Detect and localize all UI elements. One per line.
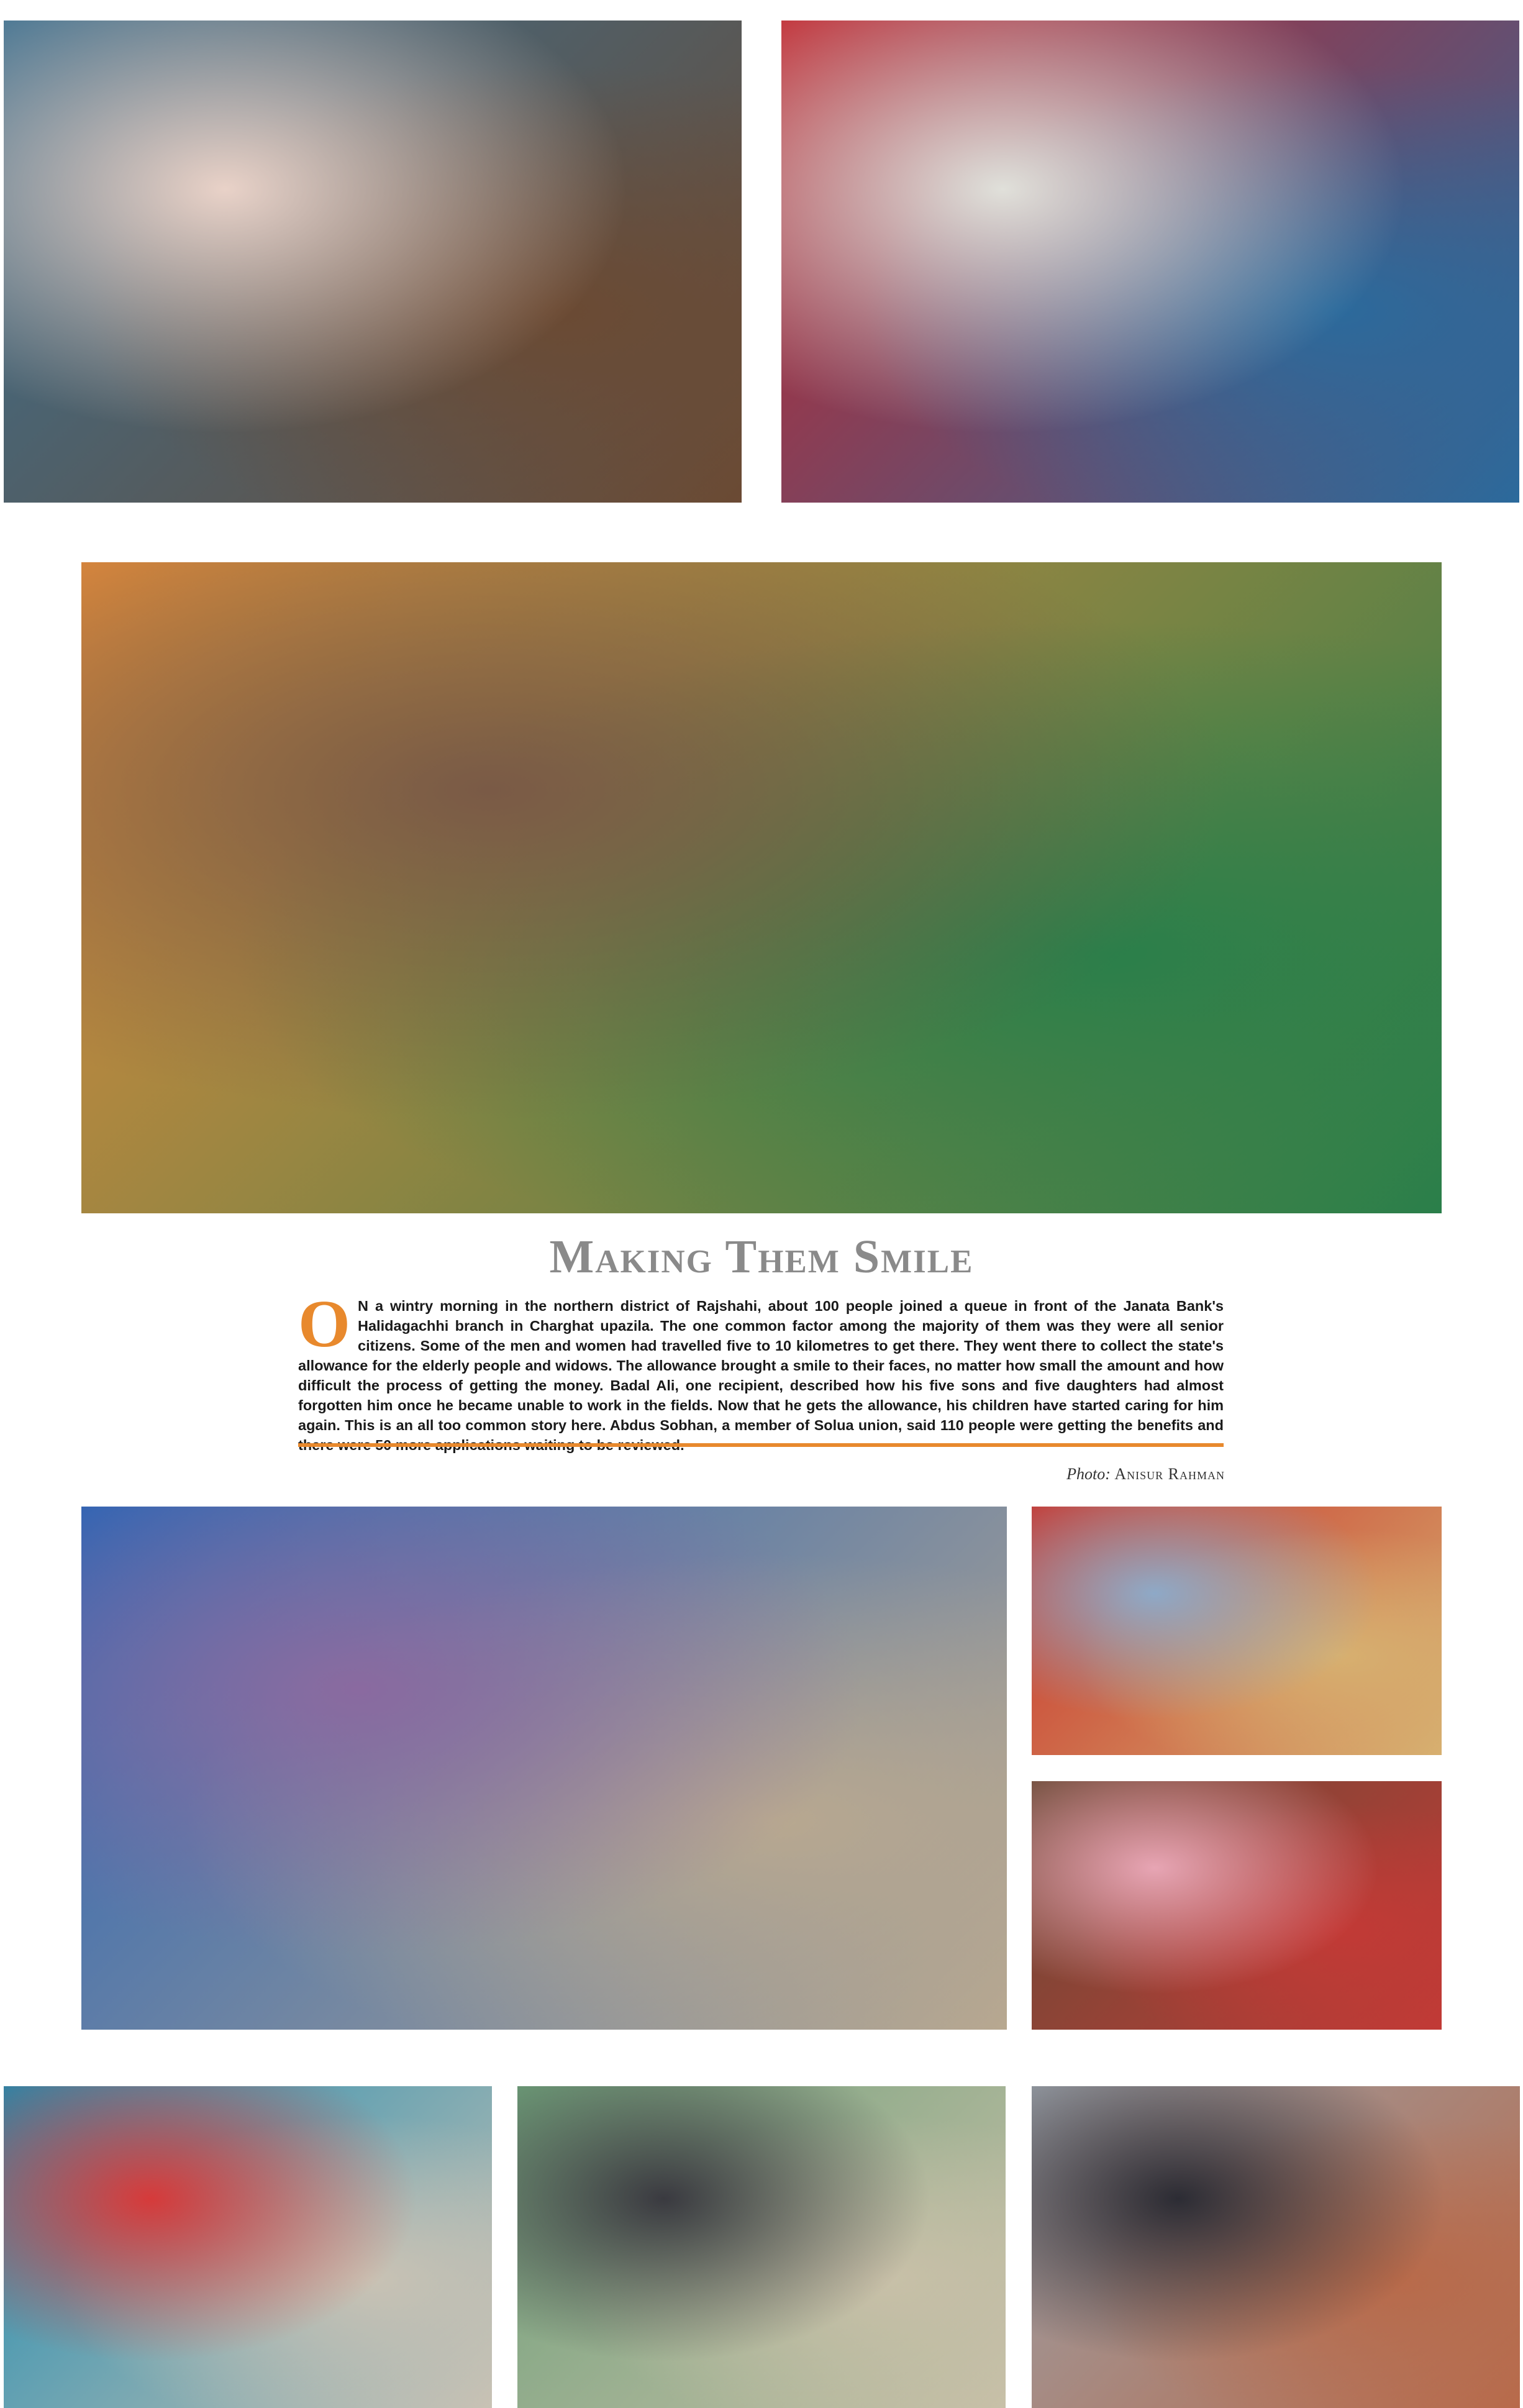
photo-credit-label: Photo: bbox=[1066, 1465, 1111, 1483]
article-text: N a wintry morning in the northern district of Rajshahi, about 100 people joined a queue in front of the Janata Bank's Halidagachhi branch in Charghat upazila. The one common factor among the majority of them was they were all senior citizens. Some of the men and women had travelled five to 10 kilometres to get there. They went there to collect the state's allowance for the elderly people and widows. The allowance brought a smile to their faces, no matter how small the amount and how difficult the process of getting the money. Badal Ali, one recipient, described how his five sons and five daughters had almost forgotten him once he became unable to work in the fields. Now that he gets the allowance, his children have started caring for him again. This is an all too common story here. Abdus Sobhan, a member of Solua union, said 110 people were getting the benefits and bbox=[298, 1298, 1224, 1433]
photo-hero-smiling-women-and-child bbox=[81, 562, 1442, 1213]
photo-women-waiting-in-queue bbox=[1032, 1507, 1442, 1755]
photo-elderly-woman-resting bbox=[4, 21, 742, 503]
photo-credit bbox=[1066, 1465, 1225, 1484]
photo-elderly-man-with-allowance-book bbox=[781, 21, 1519, 503]
article-divider bbox=[298, 1443, 1224, 1447]
page-title: Making Them Smile bbox=[549, 1231, 974, 1283]
photo-credit-name: Anisur Rahman bbox=[1114, 1465, 1225, 1483]
photo-elderly-woman-seated bbox=[1032, 1781, 1442, 2030]
photo-elderly-woman-hand-on-face bbox=[517, 2086, 1006, 2408]
article-body bbox=[298, 1287, 1224, 1455]
photo-group-of-women-sitting bbox=[4, 2086, 492, 2408]
photo-elderly-bearded-man bbox=[1032, 2086, 1520, 2408]
photo-man-carrying-elderly-woman bbox=[81, 1507, 1007, 2030]
drop-cap: O bbox=[298, 1287, 351, 1361]
